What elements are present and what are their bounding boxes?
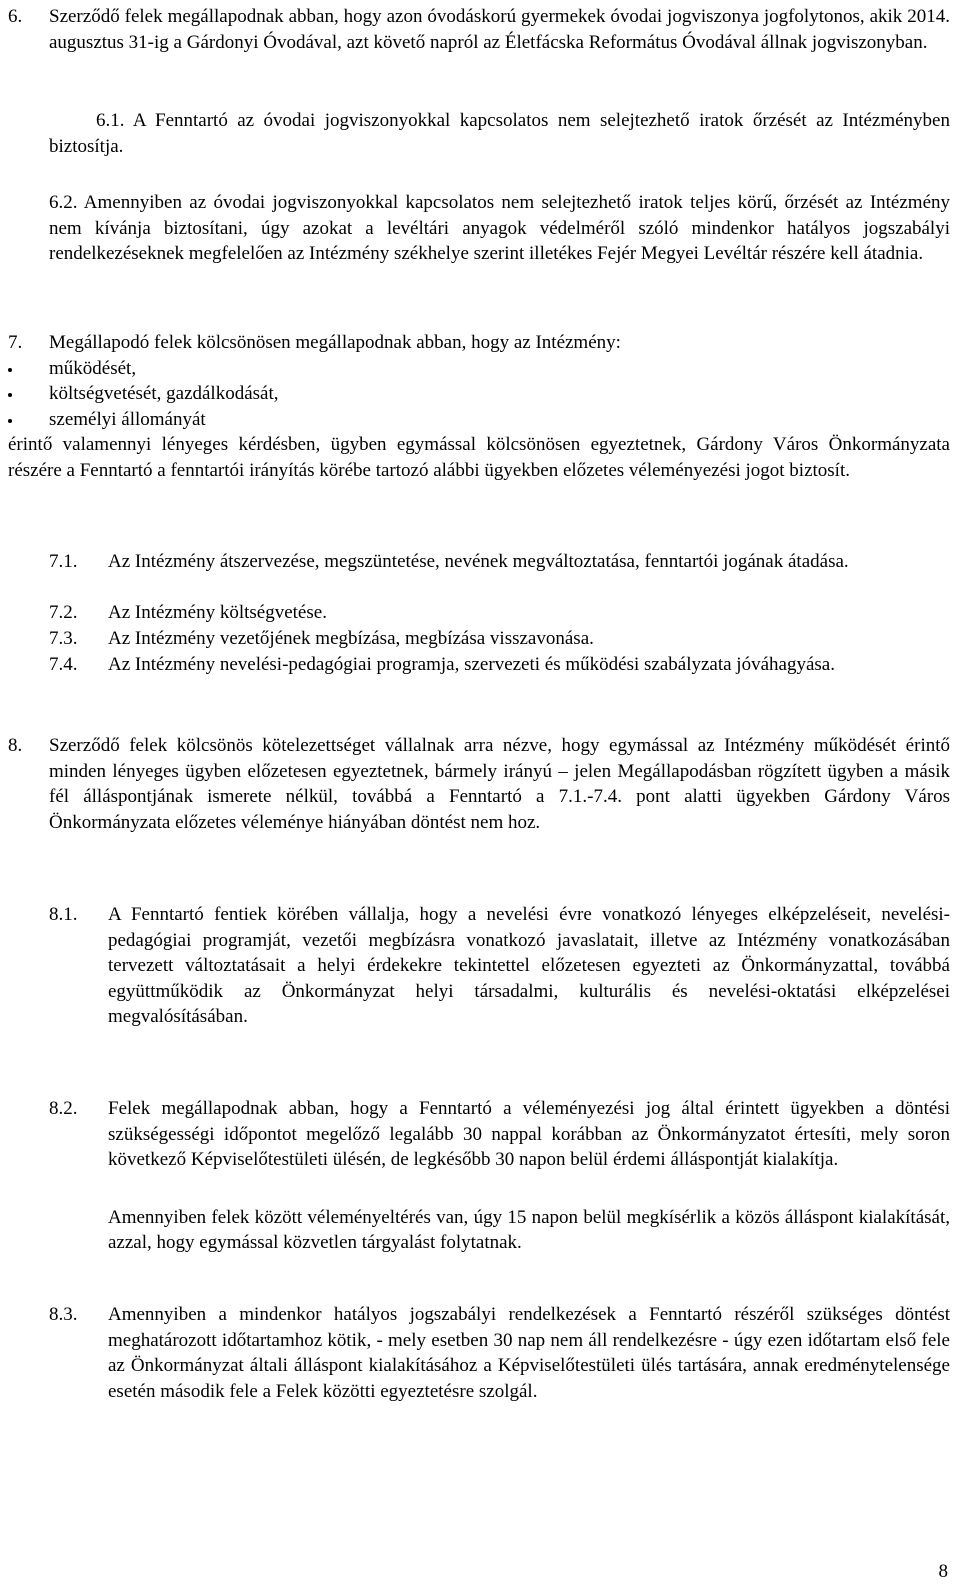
section-number: 6. <box>8 6 23 27</box>
section-8-1 <box>49 902 950 1030</box>
section-number: 7.2. <box>49 602 78 623</box>
section-body: A Fenntartó az óvodai jogviszonyokkal kapcsolatos nem selejtezhető iratok őrzését az Intézményben biztosítja. <box>49 110 950 157</box>
section-number: 7.3. <box>49 628 78 649</box>
list-item: személyi állományát <box>8 407 950 433</box>
section-text: Szerződő felek kölcsönös kötelezettséget vállalnak arra nézve, hogy egymással az Intézmény működését érintő minden lényeges ügyben előzetesen egyeztetnek, bármely irányú – jelen Megállapodásban rögzített ügyben a másik fél álláspontjának ismerete nélkül, továbbá a Fenntartó a 7.1.-7.4. pont alatti ügyekben Gárdony Város Önkormányzata előzetes véleménye hiányában döntést nem hoz. <box>49 735 950 833</box>
section-number: 8.3. <box>49 1304 78 1325</box>
section-text <box>49 108 950 159</box>
section-7-3 <box>49 626 950 652</box>
section-number: 8. <box>8 735 23 756</box>
section-number: 7.4. <box>49 654 78 675</box>
section-number: 7.1. <box>49 551 78 572</box>
section-number: 6.2. <box>49 192 78 213</box>
section-body: Amennyiben az óvodai jogviszonyokkal kapcsolatos nem selejtezhető iratok teljes körű, őrzését az Intézmény nem kívánja biztosítani, úgy azokat a levéltári anyagok védelméről szóló mindenkor hatályos jogszabályi rendelkezéseknek megfelelően az Intézmény székhelye szerint illetékes Fejér Megyei Levéltár részére kell átadnia. <box>49 192 950 264</box>
section-6 <box>8 4 950 55</box>
section-number: 7. <box>8 332 23 353</box>
section-intro: Megállapodó felek kölcsönösen megállapodnak abban, hogy az Intézmény: <box>49 332 621 353</box>
section-text: Az Intézmény költségvetése. <box>108 602 327 623</box>
section-6-2 <box>49 190 950 267</box>
list-item: működését, <box>8 356 950 382</box>
section-7-4 <box>49 652 950 678</box>
page-number: 8 <box>938 1561 948 1582</box>
section-text: A Fenntartó fentiek körében vállalja, hogy a nevelési évre vonatkozó lényeges elképzeléseit, nevelési-pedagógiai programját, vezetői megbízásra vonatkozó javaslatait, illetve az Intézmény vonatkozásában tervezett változtatásait a helyi érdekekre tekintettel előzetesen egyezteti az Önkormányzattal, továbbá együttműködik az Önkormányzat helyi társadalmi, kulturális és nevelési-oktatási elképzelései megvalósításában. <box>108 904 950 1027</box>
section-7-1 <box>49 549 950 575</box>
section-text: Az Intézmény átszervezése, megszüntetése, nevének megváltoztatása, fenntartói jogának átadása. <box>108 551 849 572</box>
section-text-2: Amennyiben felek között véleményeltérés van, úgy 15 napon belül megkísérlik a közös álláspont kialakítását, azzal, hogy egymással közvetlen tárgyalást folytatnak. <box>108 1206 950 1253</box>
section-7 <box>8 330 950 483</box>
section-outro: érintő valamennyi lényeges kérdésben, ügyben egymással kölcsönösen egyeztetnek, Gárdony Város Önkormányzata részére a Fenntartó a fenntartói irányítás körébe tartozó alábbi ügyekben előzetes véleményezési jogot biztosít. <box>8 434 950 481</box>
section-text <box>49 190 950 267</box>
section-6-1 <box>49 108 950 159</box>
section-number: 6.1. <box>96 110 125 131</box>
section-text: Szerződő felek megállapodnak abban, hogy azon óvodáskorú gyermekek óvodai jogviszonya jogfolytonos, akik 2014. augusztus 31-ig a Gárdonyi Óvodával, azt követő napról az Életfácska Református Óvodával állnak jogviszonyban. <box>49 6 950 53</box>
section-text: Felek megállapodnak abban, hogy a Fenntartó a véleményezési jog által érintett ügyekben a döntési szükségességi időpontot megelőző legalább 30 nappal korábban az Önkormányzatot értesíti, mely soron következő Képviselőtestületi ülésén, de legkésőbb 30 napon belül érdemi álláspontját kialakítja. <box>108 1098 950 1170</box>
bullet-list <box>8 356 950 433</box>
section-7-2 <box>49 600 950 626</box>
section-number: 8.2. <box>49 1098 78 1119</box>
section-text: Amennyiben a mindenkor hatályos jogszabályi rendelkezések a Fenntartó részéről szükséges döntést meghatározott időtartamhoz kötik, - mely esetben 30 nap nem áll rendelkezésre - úgy ezen időtartam első fele az Önkormányzat általi álláspont kialakításához a Képviselőtestületi ülés tartására, annak eredménytelensége esetén második fele a Felek közötti egyeztetésre szolgál. <box>108 1304 950 1402</box>
section-8 <box>8 733 950 835</box>
section-8-3 <box>49 1302 950 1404</box>
section-text: Az Intézmény nevelési-pedagógiai programja, szervezeti és működési szabályzata jóváhagyása. <box>108 654 835 675</box>
section-text: Az Intézmény vezetőjének megbízása, megbízása visszavonása. <box>108 628 594 649</box>
section-number: 8.1. <box>49 904 78 925</box>
section-8-2 <box>49 1096 950 1256</box>
list-item: költségvetését, gazdálkodását, <box>8 381 950 407</box>
